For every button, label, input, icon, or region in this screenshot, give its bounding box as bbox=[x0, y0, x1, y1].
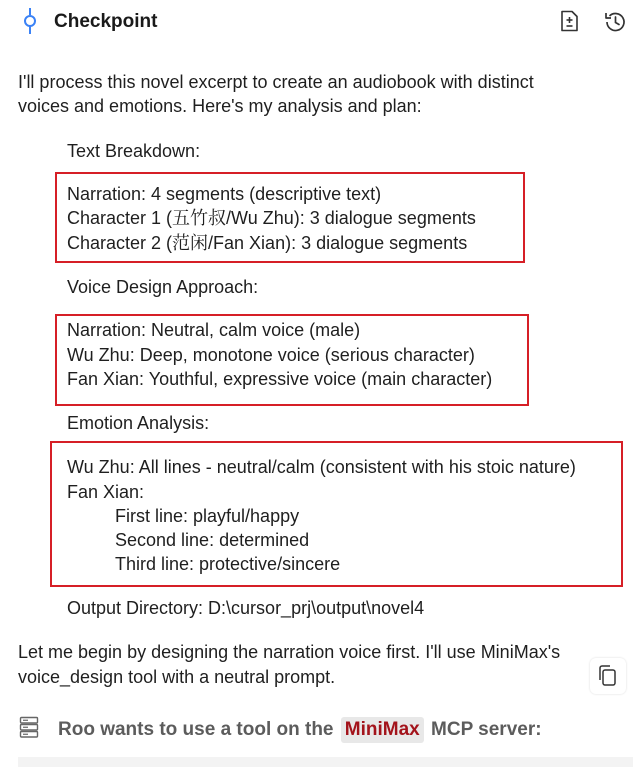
closing-line-1: Let me begin by designing the narration voice first. I'll use MiniMax's bbox=[18, 642, 561, 662]
commit-icon bbox=[20, 8, 40, 34]
voice-design-label: Voice Design Approach: bbox=[67, 277, 259, 297]
history-icon[interactable] bbox=[602, 9, 628, 35]
tool-request-text bbox=[58, 717, 542, 743]
diff-icon[interactable] bbox=[557, 9, 581, 33]
copy-icon bbox=[590, 658, 626, 694]
text-breakdown-label: Text Breakdown: bbox=[67, 141, 201, 161]
output-directory: Output Directory: D:\cursor_prj\output\novel4 bbox=[67, 598, 425, 618]
checkpoint-header bbox=[0, 0, 633, 44]
intro-line-2: voices and emotions. Here's my analysis and plan: bbox=[18, 96, 422, 116]
server-icon bbox=[19, 716, 39, 738]
server-name-badge: MiniMax bbox=[341, 717, 424, 743]
emotion-fan-line: Third line: protective/sincere bbox=[115, 554, 341, 574]
tool-request-suffix: MCP server: bbox=[431, 719, 542, 740]
voice-line: Wu Zhu: Deep, monotone voice (serious character) bbox=[67, 345, 475, 365]
intro-line-1: I'll process this novel excerpt to create an audiobook with distinct bbox=[18, 72, 534, 92]
tool-request-prefix: Roo wants to use a tool on the bbox=[58, 719, 334, 740]
emotion-analysis-label: Emotion Analysis: bbox=[67, 413, 210, 433]
closing-line-2: voice_design tool with a neutral prompt. bbox=[18, 667, 336, 687]
emotion-fan-line: First line: playful/happy bbox=[115, 506, 300, 526]
breakdown-line: Character 1 (五竹叔/Wu Zhu): 3 dialogue segments bbox=[67, 208, 476, 228]
breakdown-line: Narration: 4 segments (descriptive text) bbox=[67, 184, 382, 204]
copy-button[interactable] bbox=[590, 658, 626, 694]
tool-details-panel bbox=[18, 757, 633, 767]
breakdown-line: Character 2 (范闲/Fan Xian): 3 dialogue segments bbox=[67, 233, 468, 253]
emotion-fan-line: Second line: determined bbox=[115, 530, 310, 550]
voice-line: Fan Xian: Youthful, expressive voice (main character) bbox=[67, 369, 493, 389]
emotion-wu-zhu: Wu Zhu: All lines - neutral/calm (consistent with his stoic nature) bbox=[67, 457, 576, 477]
emotion-fan-xian: Fan Xian: bbox=[67, 482, 145, 502]
checkpoint-title: Checkpoint bbox=[54, 11, 158, 32]
voice-line: Narration: Neutral, calm voice (male) bbox=[67, 320, 361, 340]
